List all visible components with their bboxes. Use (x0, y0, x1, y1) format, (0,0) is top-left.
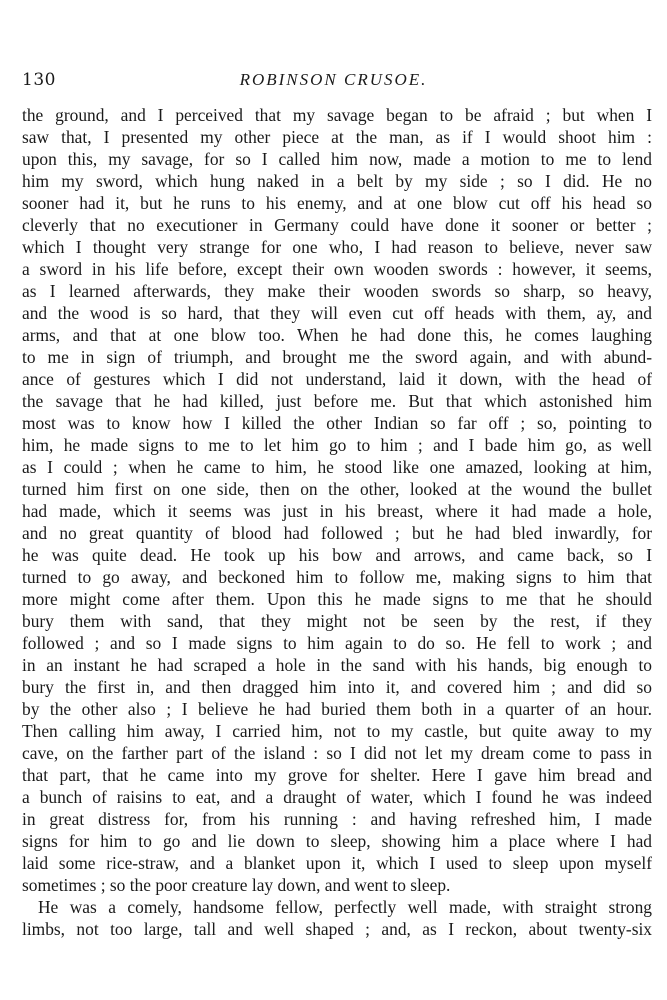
text-line: a bunch of raisins to eat, and a draught of water, which I found he was indeed (22, 787, 652, 807)
text-line: more might come after them. Upon this he made signs to me that he should (22, 589, 652, 609)
text-line: followed ; and so I made signs to him again to do so. He fell to work ; and (22, 633, 652, 653)
text-line: had made, which it seems was just in his breast, where it had made a hole, (22, 501, 652, 521)
text-line: He was a comely, handsome fellow, perfectly well made, with straight strong (38, 897, 652, 917)
text-line: by the other also ; I believe he had buried them both in a quarter of an hour. (22, 699, 652, 719)
text-line: in an instant he had scraped a hole in the sand with his hands, big enough to (22, 655, 652, 675)
text-line: signs for him to go and lie down to sleep, showing him a place where I had (22, 831, 652, 851)
running-title: ROBINSON CRUSOE. (239, 70, 428, 89)
text-line: sooner had it, but he runs to his enemy, and at one blow cut off his head so (22, 193, 652, 213)
page-header (22, 70, 645, 94)
text-line: laid some rice-straw, and a blanket upon it, which I used to sleep upon myself (22, 853, 652, 873)
text-line: bury the first in, and then dragged him into it, and covered him ; and did so (22, 677, 652, 697)
text-line: he was quite dead. He took up his bow and arrows, and came back, so I (22, 545, 652, 565)
text-line: that part, that he came into my grove for shelter. Here I gave him bread and (22, 765, 652, 785)
text-line: sometimes ; so the poor creature lay down, and went to sleep. (22, 875, 451, 895)
text-line: bury them with sand, that they might not be seen by the rest, if they (22, 611, 652, 631)
text-line: most was to know how I killed the other Indian so far off ; so, pointing to (22, 413, 652, 433)
text-line: upon this, my savage, for so I called him now, made a motion to me to lend (22, 149, 652, 169)
text-line: arms, and that at one blow too. When he had done this, he comes laughing (22, 325, 652, 345)
text-line: cleverly that no executioner in Germany could have done it sooner or better ; (22, 215, 652, 235)
text-line: ance of gestures which I did not understand, laid it down, with the head of (22, 369, 652, 389)
text-line: turned to go away, and beckoned him to follow me, making signs to him that (22, 567, 652, 587)
text-line: him, he made signs to me to let him go to him ; and I bade him go, as well (22, 435, 652, 455)
text-line: Then calling him away, I carried him, not to my castle, but quite away to my (22, 721, 652, 741)
text-line: turned him first on one side, then on the other, looked at the wound the bullet (22, 479, 652, 499)
text-line: him my sword, which hung naked in a belt by my side ; so I did. He no (22, 171, 652, 191)
text-line: in great distress for, from his running : and having refreshed him, I made (22, 809, 652, 829)
text-line: the savage that he had killed, just before me. But that which astonished him (22, 391, 652, 411)
text-line: to me in sign of triumph, and brought me the sword again, and with abund- (22, 347, 652, 367)
body-text (22, 104, 652, 940)
text-line: a sword in his life before, except their own wooden swords : however, it seems, (22, 259, 652, 279)
page-number: 130 (22, 70, 56, 90)
text-line: cave, on the farther part of the island : so I did not let my dream come to pass in (22, 743, 652, 763)
text-line: the ground, and I perceived that my savage began to be afraid ; but when I (22, 105, 652, 125)
text-line: and the wood is so hard, that they will even cut off heads with them, ay, and (22, 303, 652, 323)
text-line: saw that, I presented my other piece at the man, as if I would shoot him : (22, 127, 652, 147)
text-line: as I could ; when he came to him, he stood like one amazed, looking at him, (22, 457, 652, 477)
text-line: which I thought very strange for one who, I had reason to believe, never saw (22, 237, 652, 257)
text-line: limbs, not too large, tall and well shaped ; and, as I reckon, about twenty-six (22, 919, 652, 939)
text-line: as I learned afterwards, they make their wooden swords so sharp, so heavy, (22, 281, 652, 301)
text-line: and no great quantity of blood had followed ; but he had bled inwardly, for (22, 523, 652, 543)
